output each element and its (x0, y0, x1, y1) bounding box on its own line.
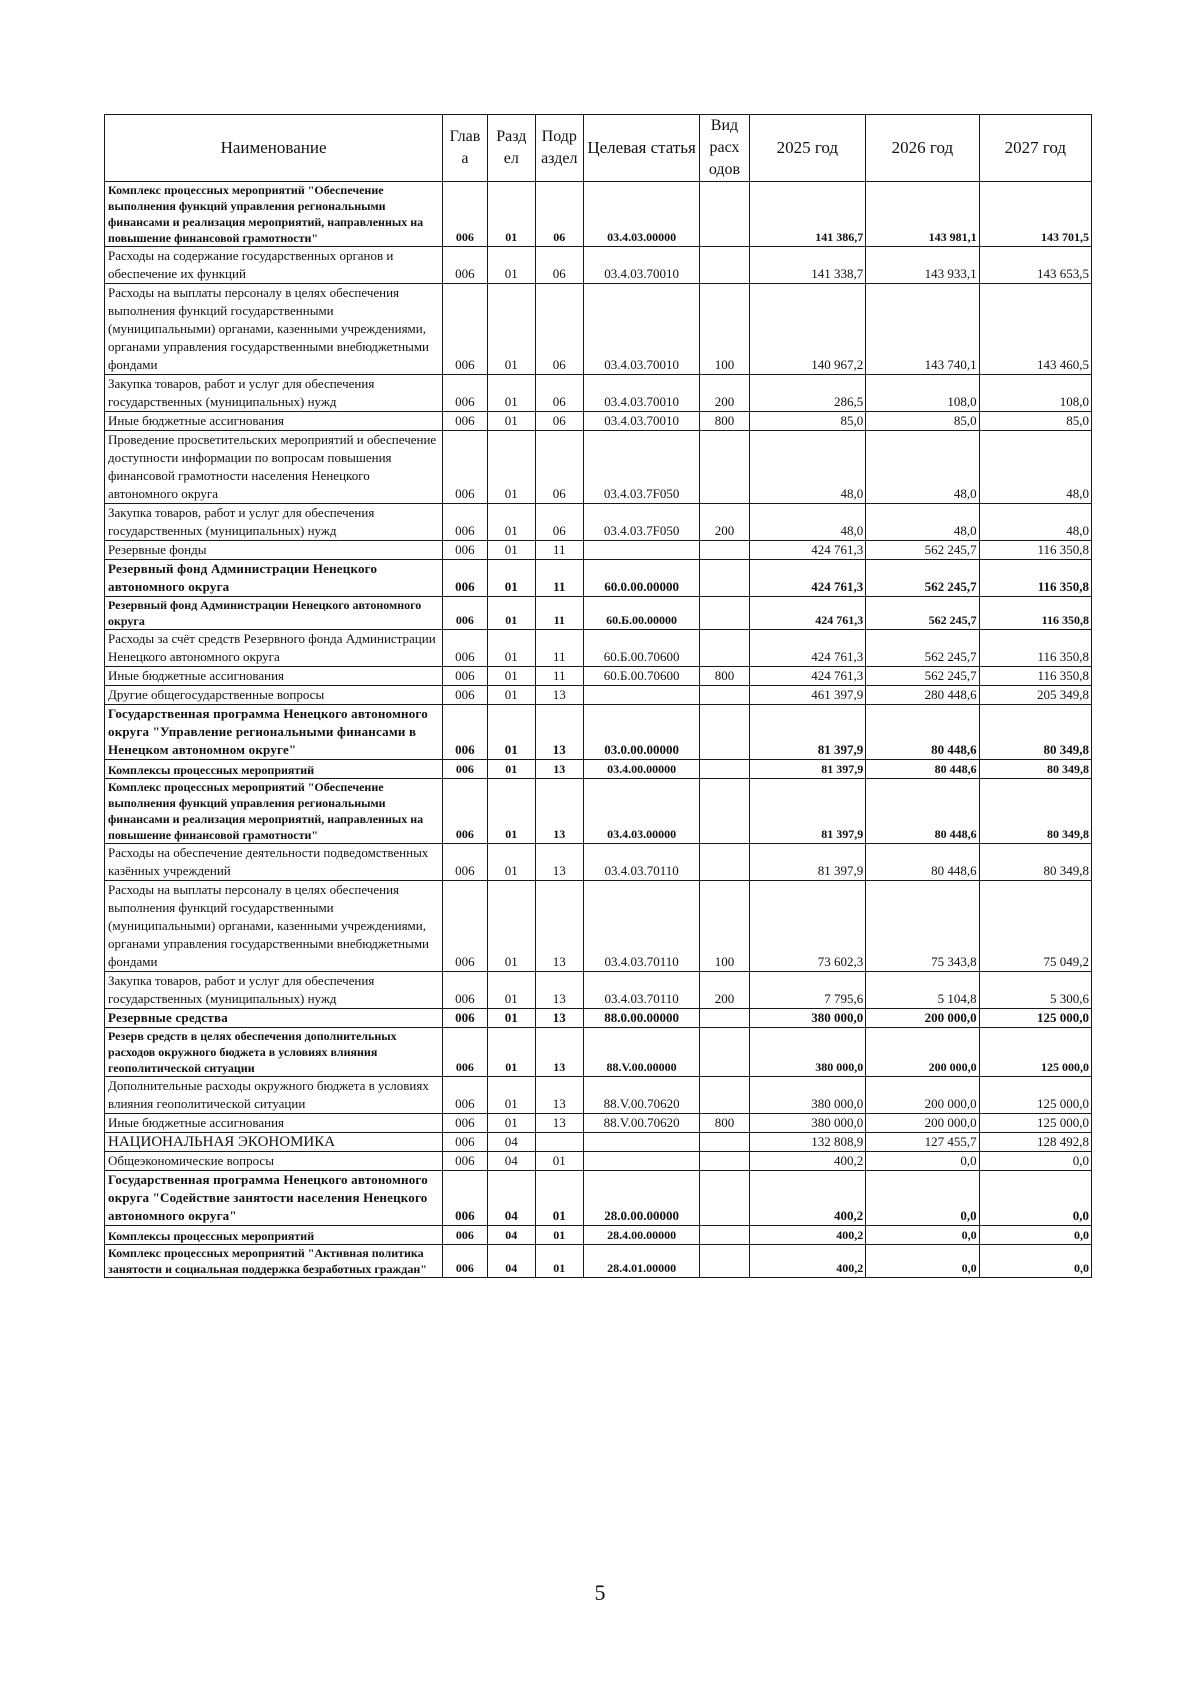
cell-razdel: 04 (487, 1245, 535, 1278)
table-row (105, 705, 1092, 760)
cell-podrazdel: 13 (535, 1077, 583, 1114)
cell-vid (700, 597, 749, 630)
budget-table-container (104, 114, 1092, 1278)
cell-glava: 006 (443, 1245, 488, 1278)
table-header-row (105, 115, 1092, 182)
cell-podrazdel: 13 (535, 1009, 583, 1028)
cell-target: 88.V.00.70620 (583, 1077, 700, 1114)
cell-glava: 006 (443, 1114, 488, 1133)
cell-podrazdel: 06 (535, 284, 583, 375)
cell-razdel: 01 (487, 844, 535, 881)
cell-vid (700, 705, 749, 760)
table-row (105, 541, 1092, 560)
cell-2026: 75 343,8 (866, 881, 979, 972)
table-row (105, 1226, 1092, 1245)
cell-2027: 116 350,8 (979, 630, 1091, 667)
cell-podrazdel: 13 (535, 1114, 583, 1133)
header-razdel: Разд ел (487, 115, 535, 182)
cell-name: Резервный фонд Администрации Ненецкого автономного округа (105, 560, 443, 597)
table-row (105, 431, 1092, 504)
cell-name: Расходы на выплаты персоналу в целях обеспечения выполнения функций государственными (муниципальными) органами, казенными учреждениями, органами управления государственными внебюджетными фондами (105, 284, 443, 375)
table-row (105, 686, 1092, 705)
table-row (105, 247, 1092, 284)
cell-2027: 143 653,5 (979, 247, 1091, 284)
cell-target (583, 686, 700, 705)
cell-2025: 424 761,3 (749, 667, 866, 686)
table-body (105, 182, 1092, 1278)
cell-podrazdel: 13 (535, 705, 583, 760)
cell-name: Комплекс процессных мероприятий "Обеспечение выполнения функций управления региональными финансами и реализация мероприятий, направленных на повышение финансовой грамотности" (105, 779, 443, 844)
cell-2027: 108,0 (979, 375, 1091, 412)
cell-razdel: 01 (487, 1077, 535, 1114)
cell-2027: 0,0 (979, 1226, 1091, 1245)
cell-2025: 400,2 (749, 1245, 866, 1278)
cell-vid (700, 1028, 749, 1077)
cell-2027: 0,0 (979, 1152, 1091, 1171)
cell-target: 28.4.00.00000 (583, 1226, 700, 1245)
cell-target: 03.4.03.70110 (583, 881, 700, 972)
cell-2027: 48,0 (979, 431, 1091, 504)
cell-target (583, 541, 700, 560)
cell-razdel: 04 (487, 1152, 535, 1171)
cell-2026: 200 000,0 (866, 1077, 979, 1114)
cell-2026: 80 448,6 (866, 779, 979, 844)
page-number: 5 (594, 1580, 606, 1605)
cell-2027: 0,0 (979, 1245, 1091, 1278)
cell-vid: 200 (700, 504, 749, 541)
cell-name: Дополнительные расходы окружного бюджета в условиях влияния геополитической ситуации (105, 1077, 443, 1114)
cell-podrazdel: 11 (535, 630, 583, 667)
table-row (105, 504, 1092, 541)
table-row (105, 844, 1092, 881)
cell-2027: 5 300,6 (979, 972, 1091, 1009)
cell-razdel: 01 (487, 560, 535, 597)
cell-2026: 80 448,6 (866, 760, 979, 779)
cell-name: Резервные средства (105, 1009, 443, 1028)
cell-name: Резерв средств в целях обеспечения дополнительных расходов окружного бюджета в условиях влияния геополитической ситуации (105, 1028, 443, 1077)
cell-2025: 7 795,6 (749, 972, 866, 1009)
cell-podrazdel: 13 (535, 844, 583, 881)
cell-2027: 116 350,8 (979, 597, 1091, 630)
cell-glava: 006 (443, 1133, 488, 1152)
cell-vid (700, 686, 749, 705)
cell-2027: 48,0 (979, 504, 1091, 541)
cell-podrazdel: 13 (535, 881, 583, 972)
cell-target: 03.4.03.70110 (583, 972, 700, 1009)
cell-2025: 380 000,0 (749, 1028, 866, 1077)
cell-podrazdel: 13 (535, 760, 583, 779)
table-row (105, 1028, 1092, 1077)
cell-glava: 006 (443, 1009, 488, 1028)
cell-razdel: 01 (487, 686, 535, 705)
table-row (105, 597, 1092, 630)
cell-vid (700, 1226, 749, 1245)
cell-2025: 81 397,9 (749, 844, 866, 881)
cell-2025: 81 397,9 (749, 705, 866, 760)
table-row (105, 1077, 1092, 1114)
cell-2027: 128 492,8 (979, 1133, 1091, 1152)
cell-podrazdel: 06 (535, 247, 583, 284)
cell-podrazdel: 11 (535, 597, 583, 630)
cell-glava: 006 (443, 182, 488, 247)
cell-vid: 200 (700, 972, 749, 1009)
cell-2027: 116 350,8 (979, 541, 1091, 560)
cell-2026: 143 981,1 (866, 182, 979, 247)
cell-podrazdel: 01 (535, 1171, 583, 1226)
cell-name: Иные бюджетные ассигнования (105, 667, 443, 686)
cell-vid (700, 560, 749, 597)
table-row (105, 560, 1092, 597)
cell-glava: 006 (443, 597, 488, 630)
cell-2027: 80 349,8 (979, 779, 1091, 844)
cell-2027: 125 000,0 (979, 1077, 1091, 1114)
cell-podrazdel: 01 (535, 1245, 583, 1278)
cell-2025: 424 761,3 (749, 597, 866, 630)
cell-target: 60.Б.00.00000 (583, 597, 700, 630)
cell-target: 03.4.03.7F050 (583, 431, 700, 504)
cell-vid (700, 630, 749, 667)
cell-name: Расходы на обеспечение деятельности подведомственных казённых учреждений (105, 844, 443, 881)
cell-2026: 562 245,7 (866, 560, 979, 597)
cell-razdel: 01 (487, 705, 535, 760)
cell-2026: 80 448,6 (866, 844, 979, 881)
cell-razdel: 01 (487, 630, 535, 667)
cell-glava: 006 (443, 1028, 488, 1077)
table-row (105, 779, 1092, 844)
cell-razdel: 01 (487, 504, 535, 541)
cell-glava: 006 (443, 247, 488, 284)
table-row (105, 375, 1092, 412)
cell-podrazdel: 06 (535, 431, 583, 504)
cell-vid (700, 1171, 749, 1226)
cell-2026: 143 740,1 (866, 284, 979, 375)
cell-podrazdel: 11 (535, 560, 583, 597)
budget-table (104, 114, 1092, 1278)
cell-target: 03.4.03.70110 (583, 844, 700, 881)
header-vid: Вид расх одов (700, 115, 749, 182)
cell-vid (700, 247, 749, 284)
cell-podrazdel (535, 1133, 583, 1152)
cell-vid (700, 779, 749, 844)
cell-2025: 424 761,3 (749, 560, 866, 597)
cell-2027: 125 000,0 (979, 1009, 1091, 1028)
table-row (105, 667, 1092, 686)
table-row (105, 760, 1092, 779)
cell-target: 03.4.03.7F050 (583, 504, 700, 541)
cell-2025: 461 397,9 (749, 686, 866, 705)
cell-razdel: 01 (487, 1009, 535, 1028)
table-row (105, 412, 1092, 431)
cell-name: Закупка товаров, работ и услуг для обеспечения государственных (муниципальных) нужд (105, 375, 443, 412)
cell-razdel: 01 (487, 412, 535, 431)
cell-2026: 562 245,7 (866, 667, 979, 686)
cell-podrazdel: 01 (535, 1226, 583, 1245)
table-row (105, 1114, 1092, 1133)
cell-razdel: 01 (487, 182, 535, 247)
cell-glava: 006 (443, 1171, 488, 1226)
cell-name: Комплексы процессных мероприятий (105, 1226, 443, 1245)
cell-2026: 200 000,0 (866, 1009, 979, 1028)
cell-target: 28.4.01.00000 (583, 1245, 700, 1278)
cell-name: Государственная программа Ненецкого автономного округа "Содействие занятости населения Ненецкого автономного округа" (105, 1171, 443, 1226)
cell-target: 88.V.00.00000 (583, 1028, 700, 1077)
cell-2027: 85,0 (979, 412, 1091, 431)
cell-2027: 80 349,8 (979, 705, 1091, 760)
cell-target (583, 1133, 700, 1152)
header-2027: 2027 год (979, 115, 1091, 182)
cell-glava: 006 (443, 504, 488, 541)
cell-podrazdel: 01 (535, 1152, 583, 1171)
cell-razdel: 01 (487, 597, 535, 630)
cell-vid: 800 (700, 1114, 749, 1133)
cell-razdel: 01 (487, 375, 535, 412)
cell-name: Другие общегосударственные вопросы (105, 686, 443, 705)
cell-name: Закупка товаров, работ и услуг для обеспечения государственных (муниципальных) нужд (105, 972, 443, 1009)
cell-name: Комплекс процессных мероприятий "Активная политика занятости и социальная поддержка безработных граждан" (105, 1245, 443, 1278)
cell-2026: 562 245,7 (866, 541, 979, 560)
cell-vid: 800 (700, 667, 749, 686)
cell-target: 03.4.00.00000 (583, 760, 700, 779)
cell-2025: 424 761,3 (749, 630, 866, 667)
cell-podrazdel: 13 (535, 686, 583, 705)
cell-target: 88.V.00.70620 (583, 1114, 700, 1133)
cell-2025: 140 967,2 (749, 284, 866, 375)
cell-razdel: 04 (487, 1133, 535, 1152)
cell-2025: 141 338,7 (749, 247, 866, 284)
cell-target: 03.4.03.70010 (583, 284, 700, 375)
cell-2026: 143 933,1 (866, 247, 979, 284)
cell-vid (700, 1077, 749, 1114)
cell-2026: 0,0 (866, 1152, 979, 1171)
header-podrazdel: Подр аздел (535, 115, 583, 182)
cell-podrazdel: 06 (535, 412, 583, 431)
cell-2025: 81 397,9 (749, 760, 866, 779)
cell-name: Иные бюджетные ассигнования (105, 1114, 443, 1133)
header-2026: 2026 год (866, 115, 979, 182)
cell-razdel: 01 (487, 541, 535, 560)
cell-razdel: 01 (487, 284, 535, 375)
cell-name: НАЦИОНАЛЬНАЯ ЭКОНОМИКА (105, 1133, 443, 1152)
cell-podrazdel: 06 (535, 375, 583, 412)
table-row (105, 182, 1092, 247)
cell-razdel: 01 (487, 881, 535, 972)
cell-glava: 006 (443, 630, 488, 667)
cell-2025: 380 000,0 (749, 1009, 866, 1028)
cell-2027: 75 049,2 (979, 881, 1091, 972)
cell-2026: 48,0 (866, 431, 979, 504)
cell-vid (700, 844, 749, 881)
cell-2025: 73 602,3 (749, 881, 866, 972)
table-row (105, 630, 1092, 667)
cell-podrazdel: 13 (535, 779, 583, 844)
cell-2025: 400,2 (749, 1171, 866, 1226)
cell-glava: 006 (443, 667, 488, 686)
cell-target: 88.0.00.00000 (583, 1009, 700, 1028)
cell-2025: 380 000,0 (749, 1077, 866, 1114)
cell-vid (700, 1152, 749, 1171)
cell-name: Комплексы процессных мероприятий (105, 760, 443, 779)
cell-2027: 125 000,0 (979, 1028, 1091, 1077)
cell-2026: 5 104,8 (866, 972, 979, 1009)
cell-name: Комплекс процессных мероприятий "Обеспечение выполнения функций управления региональными финансами и реализация мероприятий, направленных на повышение финансовой грамотности" (105, 182, 443, 247)
cell-name: Общеэкономические вопросы (105, 1152, 443, 1171)
cell-2026: 48,0 (866, 504, 979, 541)
cell-name: Расходы на выплаты персоналу в целях обеспечения выполнения функций государственными (муниципальными) органами, казенными учреждениями, органами управления государственными внебюджетными фондами (105, 881, 443, 972)
cell-vid: 100 (700, 881, 749, 972)
cell-name: Резервный фонд Администрации Ненецкого автономного округа (105, 597, 443, 630)
cell-2026: 0,0 (866, 1171, 979, 1226)
cell-glava: 006 (443, 1226, 488, 1245)
cell-2025: 48,0 (749, 504, 866, 541)
cell-2025: 286,5 (749, 375, 866, 412)
cell-podrazdel: 06 (535, 182, 583, 247)
cell-2025: 400,2 (749, 1226, 866, 1245)
cell-2025: 400,2 (749, 1152, 866, 1171)
cell-vid (700, 431, 749, 504)
cell-2027: 116 350,8 (979, 560, 1091, 597)
table-row (105, 1133, 1092, 1152)
cell-2027: 116 350,8 (979, 667, 1091, 686)
cell-glava: 006 (443, 560, 488, 597)
cell-glava: 006 (443, 972, 488, 1009)
cell-name: Иные бюджетные ассигнования (105, 412, 443, 431)
cell-glava: 006 (443, 705, 488, 760)
cell-podrazdel: 06 (535, 504, 583, 541)
cell-name: Государственная программа Ненецкого автономного округа "Управление региональными финансами в Ненецком автономном округе" (105, 705, 443, 760)
table-row (105, 881, 1092, 972)
cell-2027: 80 349,8 (979, 844, 1091, 881)
cell-glava: 006 (443, 541, 488, 560)
cell-vid (700, 760, 749, 779)
cell-razdel: 01 (487, 247, 535, 284)
cell-2027: 143 701,5 (979, 182, 1091, 247)
table-row (105, 972, 1092, 1009)
cell-glava: 006 (443, 1077, 488, 1114)
cell-2025: 141 386,7 (749, 182, 866, 247)
cell-name: Проведение просветительских мероприятий и обеспечение доступности информации по вопросам повышения финансовой грамотности населения Ненецкого автономного округа (105, 431, 443, 504)
cell-target: 03.0.00.00000 (583, 705, 700, 760)
cell-target: 03.4.03.70010 (583, 375, 700, 412)
cell-target: 03.4.03.00000 (583, 779, 700, 844)
table-row (105, 1245, 1092, 1278)
cell-razdel: 01 (487, 779, 535, 844)
cell-razdel: 01 (487, 972, 535, 1009)
cell-target: 28.0.00.00000 (583, 1171, 700, 1226)
cell-vid (700, 1245, 749, 1278)
header-name: Наименование (105, 115, 443, 182)
cell-2025: 424 761,3 (749, 541, 866, 560)
cell-vid: 800 (700, 412, 749, 431)
header-target: Целевая статья (583, 115, 700, 182)
cell-2027: 0,0 (979, 1171, 1091, 1226)
table-row (105, 284, 1092, 375)
cell-2027: 143 460,5 (979, 284, 1091, 375)
cell-target: 60.Б.00.70600 (583, 630, 700, 667)
cell-2026: 80 448,6 (866, 705, 979, 760)
cell-2026: 85,0 (866, 412, 979, 431)
cell-2026: 0,0 (866, 1226, 979, 1245)
cell-2027: 125 000,0 (979, 1114, 1091, 1133)
cell-name: Резервные фонды (105, 541, 443, 560)
cell-razdel: 04 (487, 1171, 535, 1226)
cell-2026: 562 245,7 (866, 630, 979, 667)
cell-vid (700, 182, 749, 247)
cell-vid (700, 1133, 749, 1152)
cell-2026: 108,0 (866, 375, 979, 412)
cell-target: 03.4.03.00000 (583, 182, 700, 247)
cell-2026: 200 000,0 (866, 1114, 979, 1133)
cell-vid (700, 1009, 749, 1028)
table-row (105, 1152, 1092, 1171)
cell-vid (700, 541, 749, 560)
cell-2026: 562 245,7 (866, 597, 979, 630)
cell-2026: 280 448,6 (866, 686, 979, 705)
header-glava: Глав а (443, 115, 488, 182)
cell-target: 03.4.03.70010 (583, 247, 700, 284)
cell-2027: 80 349,8 (979, 760, 1091, 779)
cell-2025: 48,0 (749, 431, 866, 504)
cell-razdel: 01 (487, 431, 535, 504)
cell-glava: 006 (443, 284, 488, 375)
cell-glava: 006 (443, 412, 488, 431)
header-2025: 2025 год (749, 115, 866, 182)
cell-target (583, 1152, 700, 1171)
table-row (105, 1009, 1092, 1028)
cell-name: Закупка товаров, работ и услуг для обеспечения государственных (муниципальных) нужд (105, 504, 443, 541)
cell-target: 60.0.00.00000 (583, 560, 700, 597)
cell-podrazdel: 11 (535, 667, 583, 686)
cell-2026: 200 000,0 (866, 1028, 979, 1077)
cell-razdel: 01 (487, 760, 535, 779)
cell-glava: 006 (443, 779, 488, 844)
cell-podrazdel: 11 (535, 541, 583, 560)
cell-glava: 006 (443, 1152, 488, 1171)
cell-razdel: 01 (487, 1114, 535, 1133)
cell-name: Расходы за счёт средств Резервного фонда Администрации Ненецкого автономного округа (105, 630, 443, 667)
cell-glava: 006 (443, 844, 488, 881)
cell-2026: 127 455,7 (866, 1133, 979, 1152)
cell-2025: 81 397,9 (749, 779, 866, 844)
table-row (105, 1171, 1092, 1226)
cell-2025: 132 808,9 (749, 1133, 866, 1152)
cell-glava: 006 (443, 375, 488, 412)
cell-2026: 0,0 (866, 1245, 979, 1278)
cell-target: 03.4.03.70010 (583, 412, 700, 431)
cell-vid: 200 (700, 375, 749, 412)
cell-glava: 006 (443, 881, 488, 972)
cell-name: Расходы на содержание государственных органов и обеспечение их функций (105, 247, 443, 284)
cell-target: 60.Б.00.70600 (583, 667, 700, 686)
cell-podrazdel: 13 (535, 1028, 583, 1077)
cell-glava: 006 (443, 760, 488, 779)
cell-2025: 85,0 (749, 412, 866, 431)
cell-2025: 380 000,0 (749, 1114, 866, 1133)
cell-glava: 006 (443, 431, 488, 504)
cell-razdel: 01 (487, 667, 535, 686)
cell-glava: 006 (443, 686, 488, 705)
cell-podrazdel: 13 (535, 972, 583, 1009)
cell-razdel: 01 (487, 1028, 535, 1077)
cell-vid: 100 (700, 284, 749, 375)
cell-2027: 205 349,8 (979, 686, 1091, 705)
cell-razdel: 04 (487, 1226, 535, 1245)
